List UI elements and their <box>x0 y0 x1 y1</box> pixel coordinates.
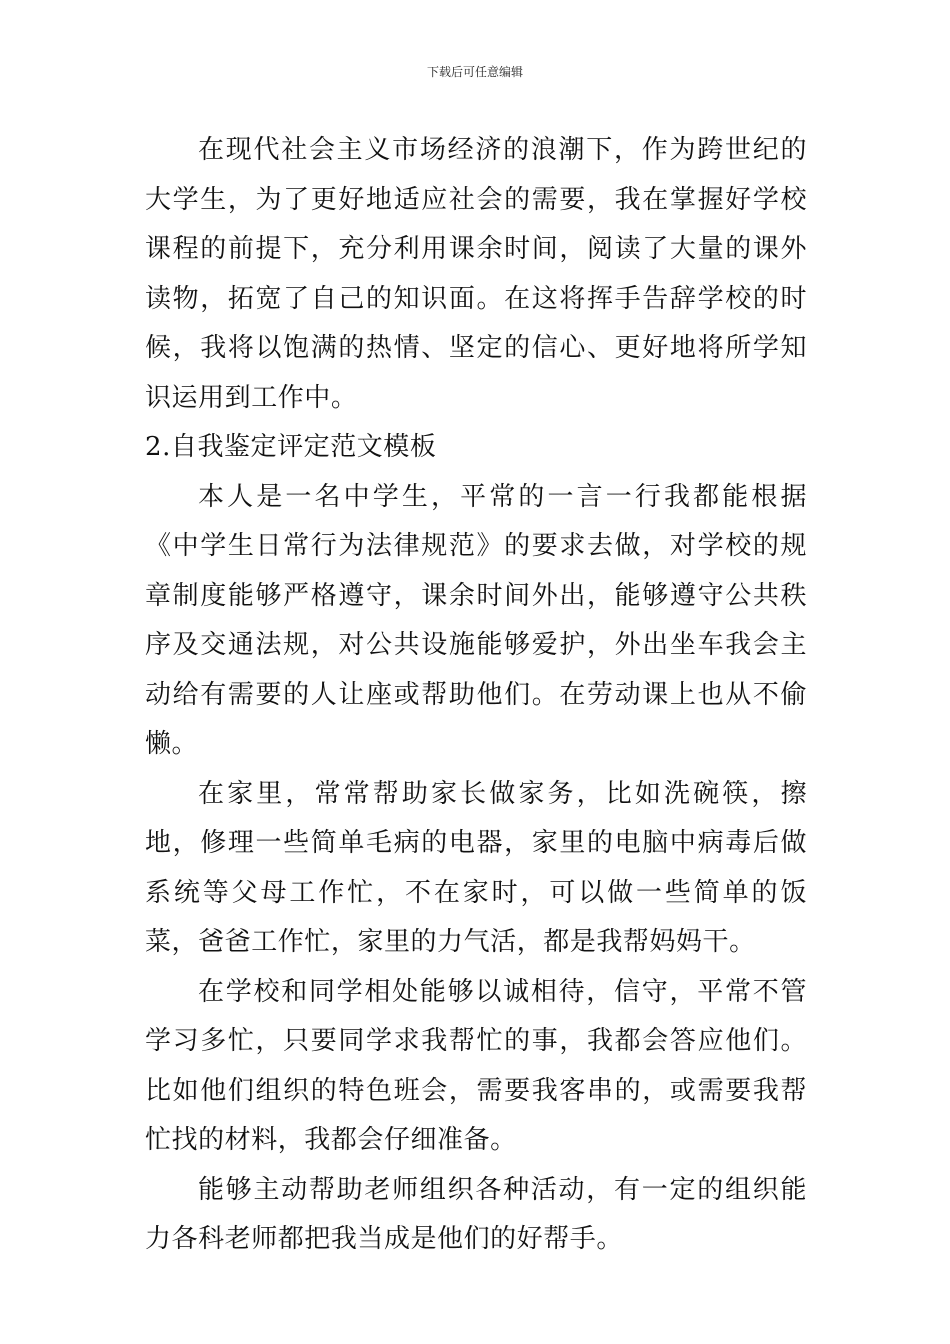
paragraph-classmates: 在学校和同学相处能够以诚相待，信守，平常不管学习多忙，只要同学求我帮忙的事，我都会答应他们。比如他们组织的特色班会，需要我客串的，或需要我帮忙找的材料，我都会仔细准备。 <box>145 976 807 1155</box>
document-body <box>145 126 807 1265</box>
paragraph-home: 在家里，常常帮助家长做家务，比如洗碗筷，擦地，修理一些简单毛病的电器，家里的电脑中病毒后做系统等父母工作忙，不在家时，可以做一些简单的饭菜，爸爸工作忙，家里的力气活，都是我帮妈妈干。 <box>145 778 807 957</box>
section-heading: 2.自我鉴定评定范文模板 <box>145 432 437 462</box>
paragraph-teachers: 能够主动帮助老师组织各种活动，有一定的组织能力各科老师都把我当成是他们的好帮手。 <box>145 1174 807 1254</box>
paragraph-conduct: 本人是一名中学生，平常的一言一行我都能根据《中学生日常行为法律规范》的要求去做，对学校的规章制度能够严格遵守，课余时间外出，能够遵守公共秩序及交通法规，对公共设施能够爱护，外出坐车我会主动给有需要的人让座或帮助他们。在劳动课上也从不偷懒。 <box>145 481 807 759</box>
paragraph-intro: 在现代社会主义市场经济的浪潮下，作为跨世纪的大学生，为了更好地适应社会的需要，我在掌握好学校课程的前提下，充分利用课余时间，阅读了大量的课外读物，拓宽了自己的知识面。在这将挥手告辞学校的时候，我将以饱满的热情、坚定的信心、更好地将所学知识运用到工作中。 <box>145 135 807 413</box>
page-header-note: 下载后可任意编辑 <box>426 65 523 79</box>
